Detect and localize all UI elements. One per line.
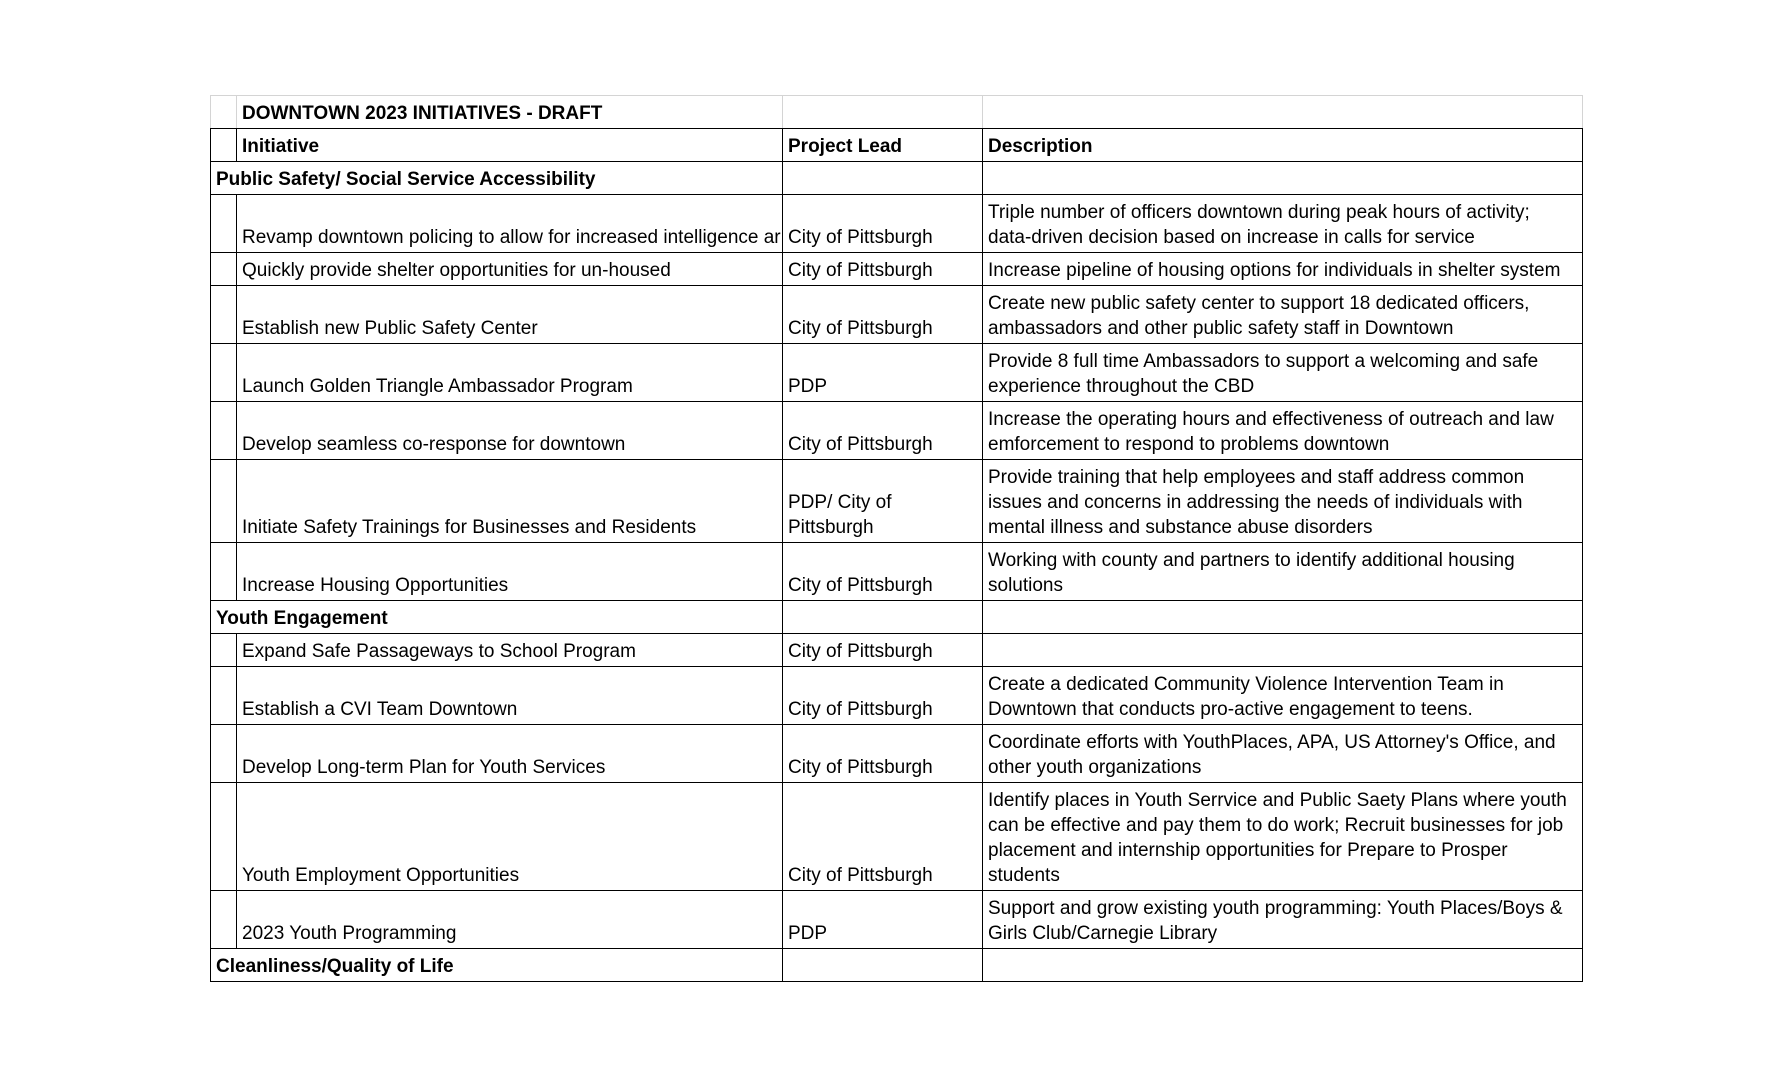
initiative-cell: Develop seamless co-response for downtown	[237, 402, 783, 460]
section-heading: Cleanliness/Quality of Life	[211, 949, 783, 982]
table-row	[211, 667, 1583, 725]
blank-cell	[211, 634, 237, 667]
description-cell: Provide training that help employees and staff address common issues and concerns in addressing the needs of individuals with mental illness and substance abuse disorders	[983, 460, 1583, 543]
initiative-cell: Develop Long-term Plan for Youth Services	[237, 725, 783, 783]
blank-cell	[983, 601, 1583, 634]
header-description: Description	[983, 129, 1583, 162]
description-cell: Support and grow existing youth programming: Youth Places/Boys & Girls Club/Carnegie Library	[983, 891, 1583, 949]
blank-cell	[211, 96, 237, 129]
header-project-lead: Project Lead	[783, 129, 983, 162]
initiative-cell: Establish a CVI Team Downtown	[237, 667, 783, 725]
table-row	[211, 783, 1583, 891]
table-row	[211, 344, 1583, 402]
initiative-cell: Initiate Safety Trainings for Businesses and Residents	[237, 460, 783, 543]
blank-cell	[211, 667, 237, 725]
blank-cell	[983, 162, 1583, 195]
description-cell	[983, 634, 1583, 667]
table-row	[211, 543, 1583, 601]
section-row-youth	[211, 601, 1583, 634]
initiative-cell: Expand Safe Passageways to School Program	[237, 634, 783, 667]
blank-cell	[211, 460, 237, 543]
lead-cell: City of Pittsburgh	[783, 667, 983, 725]
section-row-cleanliness	[211, 949, 1583, 982]
lead-cell: City of Pittsburgh	[783, 195, 983, 253]
lead-cell: PDP	[783, 891, 983, 949]
table-row	[211, 195, 1583, 253]
lead-cell: City of Pittsburgh	[783, 783, 983, 891]
table-row	[211, 891, 1583, 949]
blank-cell	[983, 96, 1583, 129]
description-cell: Triple number of officers downtown during peak hours of activity; data-driven decision based on increase in calls for service	[983, 195, 1583, 253]
blank-cell	[211, 783, 237, 891]
header-initiative: Initiative	[237, 129, 783, 162]
lead-cell: City of Pittsburgh	[783, 402, 983, 460]
blank-cell	[983, 949, 1583, 982]
description-cell: Working with county and partners to identify additional housing solutions	[983, 543, 1583, 601]
initiatives-table	[210, 95, 1583, 982]
blank-cell	[783, 601, 983, 634]
initiative-cell: Establish new Public Safety Center	[237, 286, 783, 344]
blank-cell	[211, 344, 237, 402]
blank-cell	[211, 195, 237, 253]
description-cell: Identify places in Youth Serrvice and Public Saety Plans where youth can be effective and pay them to do work; Recruit businesses for job placement and internship opportunities for Prepare to Prosper students	[983, 783, 1583, 891]
description-cell: Create a dedicated Community Violence Intervention Team in Downtown that conducts pro-active engagement to teens.	[983, 667, 1583, 725]
description-cell: Coordinate efforts with YouthPlaces, APA, US Attorney's Office, and other youth organizations	[983, 725, 1583, 783]
lead-cell: City of Pittsburgh	[783, 634, 983, 667]
spreadsheet-page	[210, 95, 1582, 982]
lead-cell: City of Pittsburgh	[783, 543, 983, 601]
blank-cell	[211, 286, 237, 344]
initiative-cell: Revamp downtown policing to allow for increased intelligence ar	[237, 195, 783, 253]
initiative-cell: Launch Golden Triangle Ambassador Program	[237, 344, 783, 402]
title-row	[211, 96, 1583, 129]
initiative-cell: 2023 Youth Programming	[237, 891, 783, 949]
description-cell: Create new public safety center to support 18 dedicated officers, ambassadors and other public safety staff in Downtown	[983, 286, 1583, 344]
table-row	[211, 286, 1583, 344]
lead-cell: PDP/ City of Pittsburgh	[783, 460, 983, 543]
blank-cell	[211, 253, 237, 286]
section-heading: Public Safety/ Social Service Accessibility	[211, 162, 783, 195]
header-row	[211, 129, 1583, 162]
blank-cell	[783, 949, 983, 982]
table-row	[211, 253, 1583, 286]
section-heading: Youth Engagement	[211, 601, 783, 634]
initiative-cell: Quickly provide shelter opportunities for un-housed	[237, 253, 783, 286]
description-cell: Increase the operating hours and effectiveness of outreach and law emforcement to respond to problems downtown	[983, 402, 1583, 460]
initiative-cell: Youth Employment Opportunities	[237, 783, 783, 891]
lead-cell: City of Pittsburgh	[783, 725, 983, 783]
description-cell: Increase pipeline of housing options for individuals in shelter system	[983, 253, 1583, 286]
lead-cell: City of Pittsburgh	[783, 286, 983, 344]
table-row	[211, 725, 1583, 783]
blank-cell	[211, 891, 237, 949]
initiative-cell: Increase Housing Opportunities	[237, 543, 783, 601]
blank-cell	[211, 129, 237, 162]
blank-cell	[783, 162, 983, 195]
blank-cell	[211, 402, 237, 460]
table-row	[211, 460, 1583, 543]
lead-cell: City of Pittsburgh	[783, 253, 983, 286]
table-row	[211, 634, 1583, 667]
table-row	[211, 402, 1583, 460]
blank-cell	[211, 725, 237, 783]
blank-cell	[211, 543, 237, 601]
lead-cell: PDP	[783, 344, 983, 402]
section-row-public-safety	[211, 162, 1583, 195]
description-cell: Provide 8 full time Ambassadors to support a welcoming and safe experience throughout the CBD	[983, 344, 1583, 402]
blank-cell	[783, 96, 983, 129]
sheet-title: DOWNTOWN 2023 INITIATIVES - DRAFT	[237, 96, 783, 129]
